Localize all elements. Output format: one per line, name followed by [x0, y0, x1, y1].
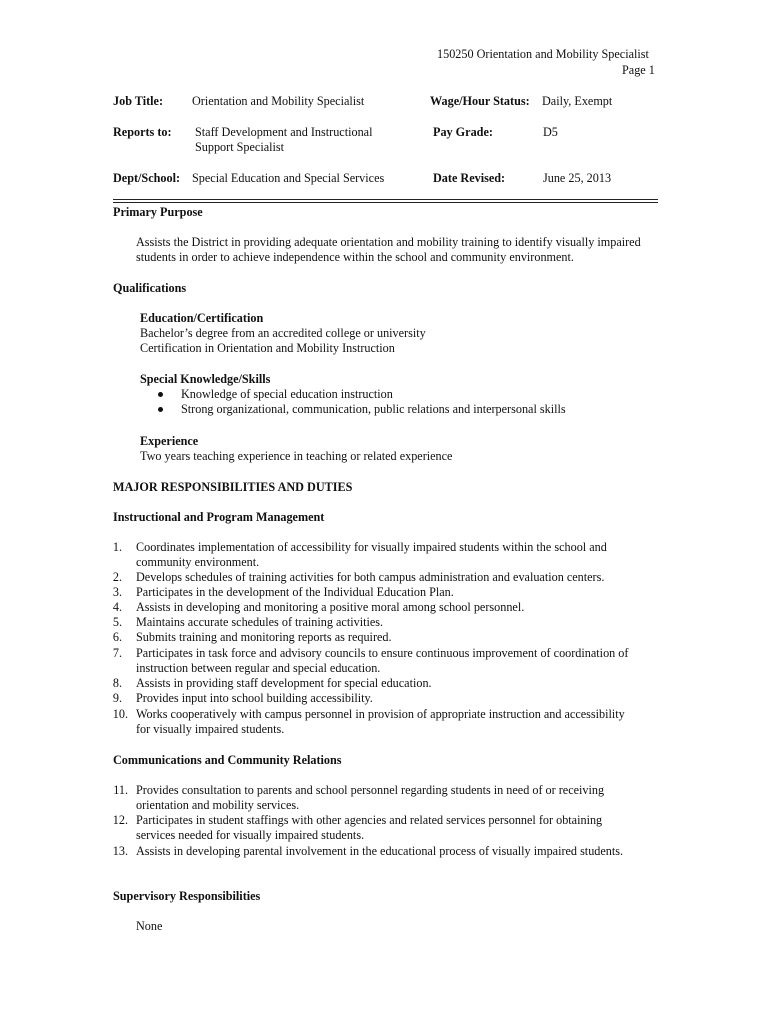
job-title-label: Job Title: [113, 94, 163, 108]
dept-school-value: Special Education and Special Services [192, 171, 385, 185]
duty-number: 5. [112, 615, 122, 629]
duty-number: 12. [112, 813, 128, 827]
duty-number: 7. [112, 646, 122, 660]
duty-text-continued: community environment. [136, 555, 260, 569]
skill-item: Knowledge of special education instruction [181, 387, 393, 401]
duty-text-continued: services needed for visually impaired students. [136, 828, 365, 842]
duty-text: Works cooperatively with campus personnel in provision of appropriate instruction and accessibility [136, 707, 625, 721]
divider-bottom [113, 202, 658, 203]
duty-number: 1. [112, 540, 122, 554]
duty-text-continued: orientation and mobility services. [136, 798, 300, 812]
date-revised-label: Date Revised: [433, 171, 506, 185]
primary-purpose-heading: Primary Purpose [113, 205, 203, 219]
duties-heading: MAJOR RESPONSIBILITIES AND DUTIES [113, 480, 353, 494]
instructional-heading: Instructional and Program Management [113, 510, 325, 524]
reports-to-value-line2: Support Specialist [195, 140, 285, 154]
primary-purpose-line2: students in order to achieve independence within the school and community environment. [136, 250, 574, 264]
duty-number: 10. [112, 707, 128, 721]
supervisory-heading: Supervisory Responsibilities [113, 889, 261, 903]
page-number: Page 1 [622, 63, 655, 77]
community-heading: Communications and Community Relations [113, 753, 342, 767]
duty-text: Participates in task force and advisory councils to ensure continuous improvement of coordination of [136, 646, 629, 660]
pay-grade-label: Pay Grade: [433, 125, 493, 139]
divider-top [113, 199, 658, 200]
skills-heading: Special Knowledge/Skills [140, 372, 271, 386]
skill-item: Strong organizational, communication, public relations and interpersonal skills [181, 402, 566, 416]
job-title-value: Orientation and Mobility Specialist [192, 94, 365, 108]
experience-text: Two years teaching experience in teaching or related experience [140, 449, 453, 463]
education-line2: Certification in Orientation and Mobility Instruction [140, 341, 395, 355]
duty-text: Participates in student staffings with other agencies and related services personnel for obtaining [136, 813, 603, 827]
duty-number: 3. [112, 585, 122, 599]
document-title: 150250 Orientation and Mobility Specialist [437, 47, 649, 61]
duty-text: Assists in providing staff development for special education. [136, 676, 432, 690]
bullet-icon [158, 392, 163, 397]
reports-to-label: Reports to: [113, 125, 172, 139]
duty-text: Coordinates implementation of accessibility for visually impaired students within the school and [136, 540, 607, 554]
duty-text: Maintains accurate schedules of training activities. [136, 615, 384, 629]
duty-text-continued: instruction between regular and special education. [136, 661, 381, 675]
duty-number: 9. [112, 691, 122, 705]
duty-text: Assists in developing parental involvement in the educational process of visually impaired students. [136, 844, 624, 858]
duty-text: Participates in the development of the Individual Education Plan. [136, 585, 454, 599]
wage-status-label: Wage/Hour Status: [430, 94, 530, 108]
duty-number: 8. [112, 676, 122, 690]
duty-text: Develops schedules of training activities for both campus administration and evaluation centers. [136, 570, 605, 584]
duty-number: 4. [112, 600, 122, 614]
duty-text: Provides input into school building accessibility. [136, 691, 373, 705]
duty-number: 2. [112, 570, 122, 584]
bullet-icon [158, 407, 163, 412]
duty-text: Submits training and monitoring reports as required. [136, 630, 392, 644]
date-revised-value: June 25, 2013 [543, 171, 612, 185]
wage-status-value: Daily, Exempt [542, 94, 613, 108]
education-heading: Education/Certification [140, 311, 264, 325]
primary-purpose-line1: Assists the District in providing adequate orientation and mobility training to identify visually impaired [136, 235, 641, 249]
pay-grade-value: D5 [543, 125, 558, 139]
dept-school-label: Dept/School: [113, 171, 181, 185]
duty-text: Provides consultation to parents and school personnel regarding students in need of or receiving [136, 783, 605, 797]
duty-text: Assists in developing and monitoring a positive moral among school personnel. [136, 600, 525, 614]
supervisory-text: None [136, 919, 163, 933]
duty-number: 6. [112, 630, 122, 644]
education-line1: Bachelor’s degree from an accredited college or university [140, 326, 426, 340]
duty-number: 11. [113, 783, 128, 797]
qualifications-heading: Qualifications [113, 281, 187, 295]
duty-text-continued: for visually impaired students. [136, 722, 285, 736]
experience-heading: Experience [140, 434, 199, 448]
reports-to-value-line1: Staff Development and Instructional [195, 125, 373, 139]
duty-number: 13. [112, 844, 128, 858]
